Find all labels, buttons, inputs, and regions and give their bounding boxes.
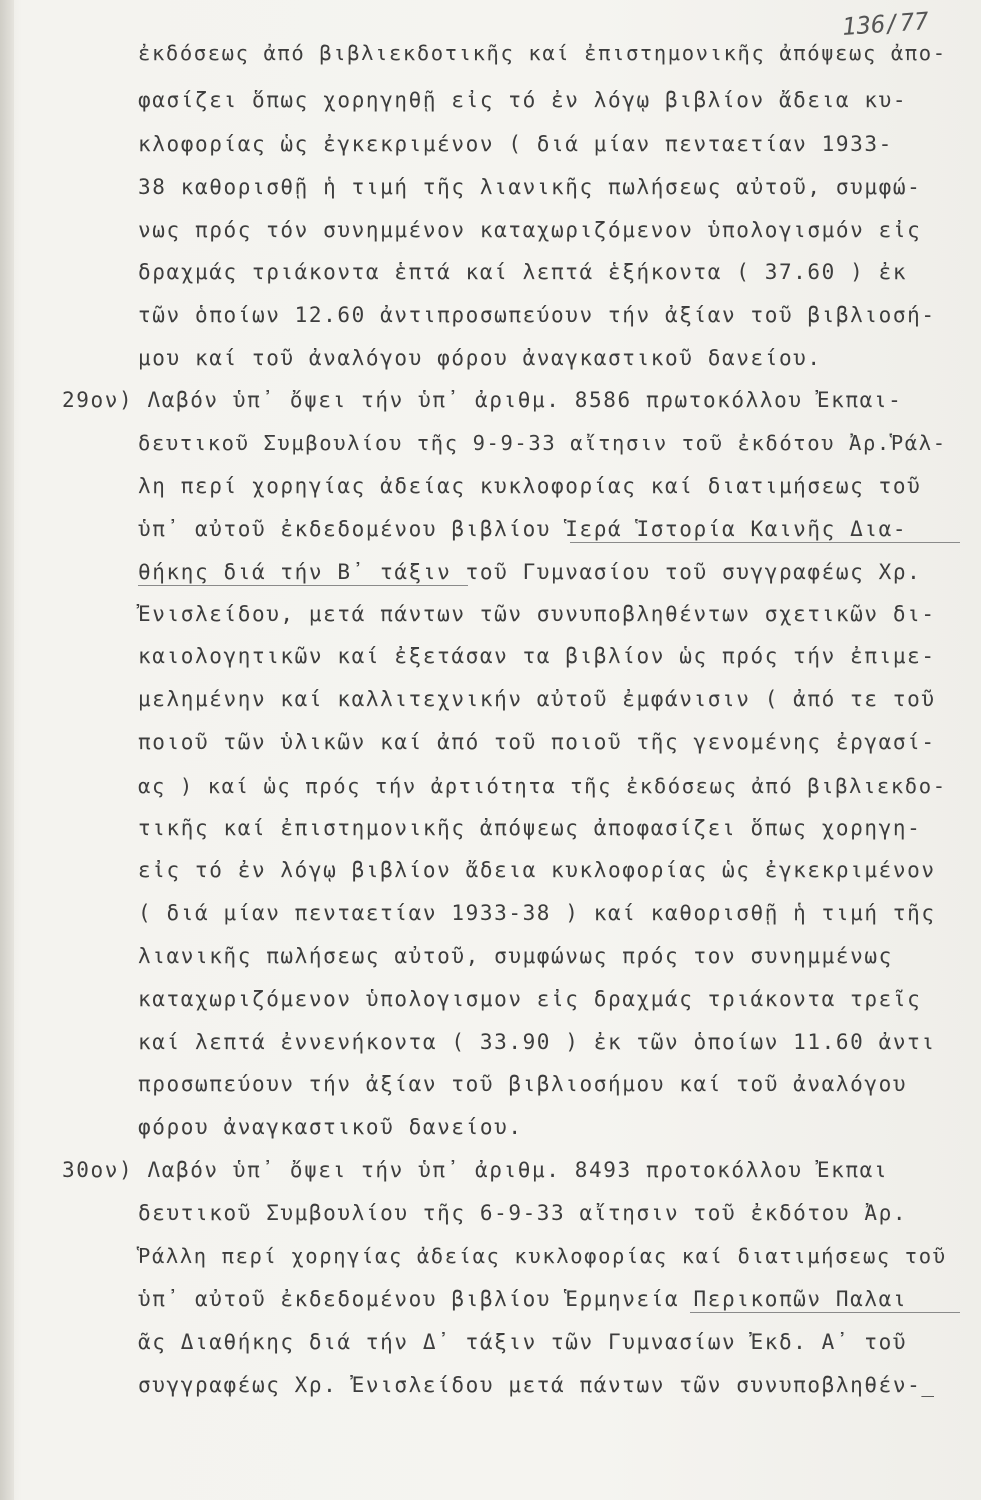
text-line: 38 καθορισθῇ ἡ τιμή τῆς λιανικῆς πωλήσεως αὐτοῦ, συμφώ- <box>138 175 922 199</box>
text-line: Ἐνισλείδου, μετά πάντων τῶν συνυποβληθέντων σχετικῶν δι- <box>138 602 936 626</box>
text-line: νως πρός τόν συνημμένον καταχωριζόμενον ὑπολογισμόν εἰς <box>138 218 922 242</box>
text-line: συγγραφέως Χρ. Ἐνισλείδου μετά πάντων τῶν συνυποβληθέν-_ <box>138 1373 936 1397</box>
text-line: δευτικοῦ Συμβουλίου τῆς 6-9-33 αἴτησιν τοῦ ἐκδότου Ἀρ. <box>138 1201 908 1225</box>
text-line: φόρου ἀναγκαστικοῦ δανείου. <box>138 1115 523 1139</box>
title-underline <box>138 585 468 586</box>
text-line: καταχωριζόμενον ὑπολογισμον εἰς δραχμάς τριάκοντα τρεῖς <box>138 987 922 1011</box>
text-line: μου καί τοῦ ἀναλόγου φόρου ἀναγκαστικοῦ δανείου. <box>138 346 822 370</box>
text-line: κλοφορίας ὡς ἐγκεκριμένον ( διά μίαν πενταετίαν 1933- <box>138 132 893 156</box>
text-line: λη περί χορηγίας ἀδείας κυκλοφορίας καί διατιμήσεως τοῦ <box>138 474 922 498</box>
text-line: τικῆς καί ἐπιστημονικῆς ἀπόψεως ἀποφασίζει ὅπως χορηγη- <box>138 816 922 840</box>
text-line: μελημένην καί καλλιτεχνικήν αὐτοῦ ἐμφάνισιν ( ἀπό τε τοῦ <box>138 687 936 711</box>
text-line: ας ) καί ὡς πρός τήν ἀρτιότητα τῆς ἐκδόσεως ἀπό βιβλιεκδο- <box>138 774 947 798</box>
text-line: ἐκδόσεως ἀπό βιβλιεκδοτικῆς καί ἐπιστημονικῆς ἀπόψεως ἀπο- <box>138 41 947 65</box>
title-underline <box>570 542 960 543</box>
text-line: ὑπ᾽ αὐτοῦ ἐκδεδομένου βιβλίου Ἱερά Ἱστορία Καινῆς Δια- <box>138 517 908 541</box>
text-line: ὑπ᾽ αὐτοῦ ἐκδεδομένου βιβλίου Ἑρμηνεία Περικοπῶν Παλαι <box>138 1287 908 1311</box>
text-line: καιολογητικῶν καί ἐξετάσαν τα βιβλίον ὡς πρός τήν ἐπιμε- <box>138 644 936 668</box>
text-line: λιανικῆς πωλήσεως αὐτοῦ, συμφώνως πρός τον συνημμένως <box>138 944 893 968</box>
page-number: 136/77 <box>841 7 930 41</box>
text-line: εἰς τό ἐν λόγῳ βιβλίον ἄδεια κυκλοφορίας ὡς ἐγκεκριμένον <box>138 858 936 882</box>
text-line: καί λεπτά ἐννενήκοντα ( 33.90 ) ἐκ τῶν ὁποίων 11.60 ἀντι <box>138 1030 936 1054</box>
text-line: δευτικοῦ Συμβουλίου τῆς 9-9-33 αἴτησιν τοῦ ἐκδότου Ἀρ.Ῥάλ- <box>138 431 947 455</box>
text-line: ποιοῦ τῶν ὑλικῶν καί ἀπό τοῦ ποιοῦ τῆς γενομένης ἐργασί- <box>138 730 936 754</box>
text-line: τῶν ὁποίων 12.60 ἀντιπροσωπεύουν τήν ἀξίαν τοῦ βιβλιοσή- <box>138 303 936 327</box>
title-underline <box>690 1312 960 1313</box>
text-line: ᾶς Διαθήκης διά τήν Δ᾽ τάξιν τῶν Γυμνασίων Ἐκδ. Α᾽ τοῦ <box>138 1330 908 1354</box>
paragraph-start-30: 30ον) Λαβόν ὑπ᾽ ὄψει τήν ὑπ᾽ ἀριθμ. 8493 προτοκόλλου Ἐκπαι <box>62 1158 889 1182</box>
text-line: θήκης διά τήν Β᾽ τάξιν τοῦ Γυμνασίου τοῦ συγγραφέως Χρ. <box>138 560 922 584</box>
text-line: Ῥάλλη περί χορηγίας ἀδείας κυκλοφορίας καί διατιμήσεως τοῦ <box>138 1244 947 1268</box>
text-line: ( διά μίαν πενταετίαν 1933-38 ) καί καθορισθῇ ἡ τιμή τῆς <box>138 901 936 925</box>
text-line: προσωπεύουν τήν ἀξίαν τοῦ βιβλιοσήμου καί τοῦ ἀναλόγου <box>138 1072 908 1096</box>
paragraph-start-29: 29ον) Λαβόν ὑπ᾽ ὄψει τήν ὑπ᾽ ἀριθμ. 8586 πρωτοκόλλου Ἐκπαι- <box>62 388 903 412</box>
text-line: δραχμάς τριάκοντα ἑπτά καί λεπτά ἑξήκοντα ( 37.60 ) ἐκ <box>138 260 908 284</box>
page-spine-shadow <box>0 0 14 1500</box>
text-line: φασίζει ὅπως χορηγηθῇ εἰς τό ἐν λόγῳ βιβλίον ἄδεια κυ- <box>138 88 908 112</box>
